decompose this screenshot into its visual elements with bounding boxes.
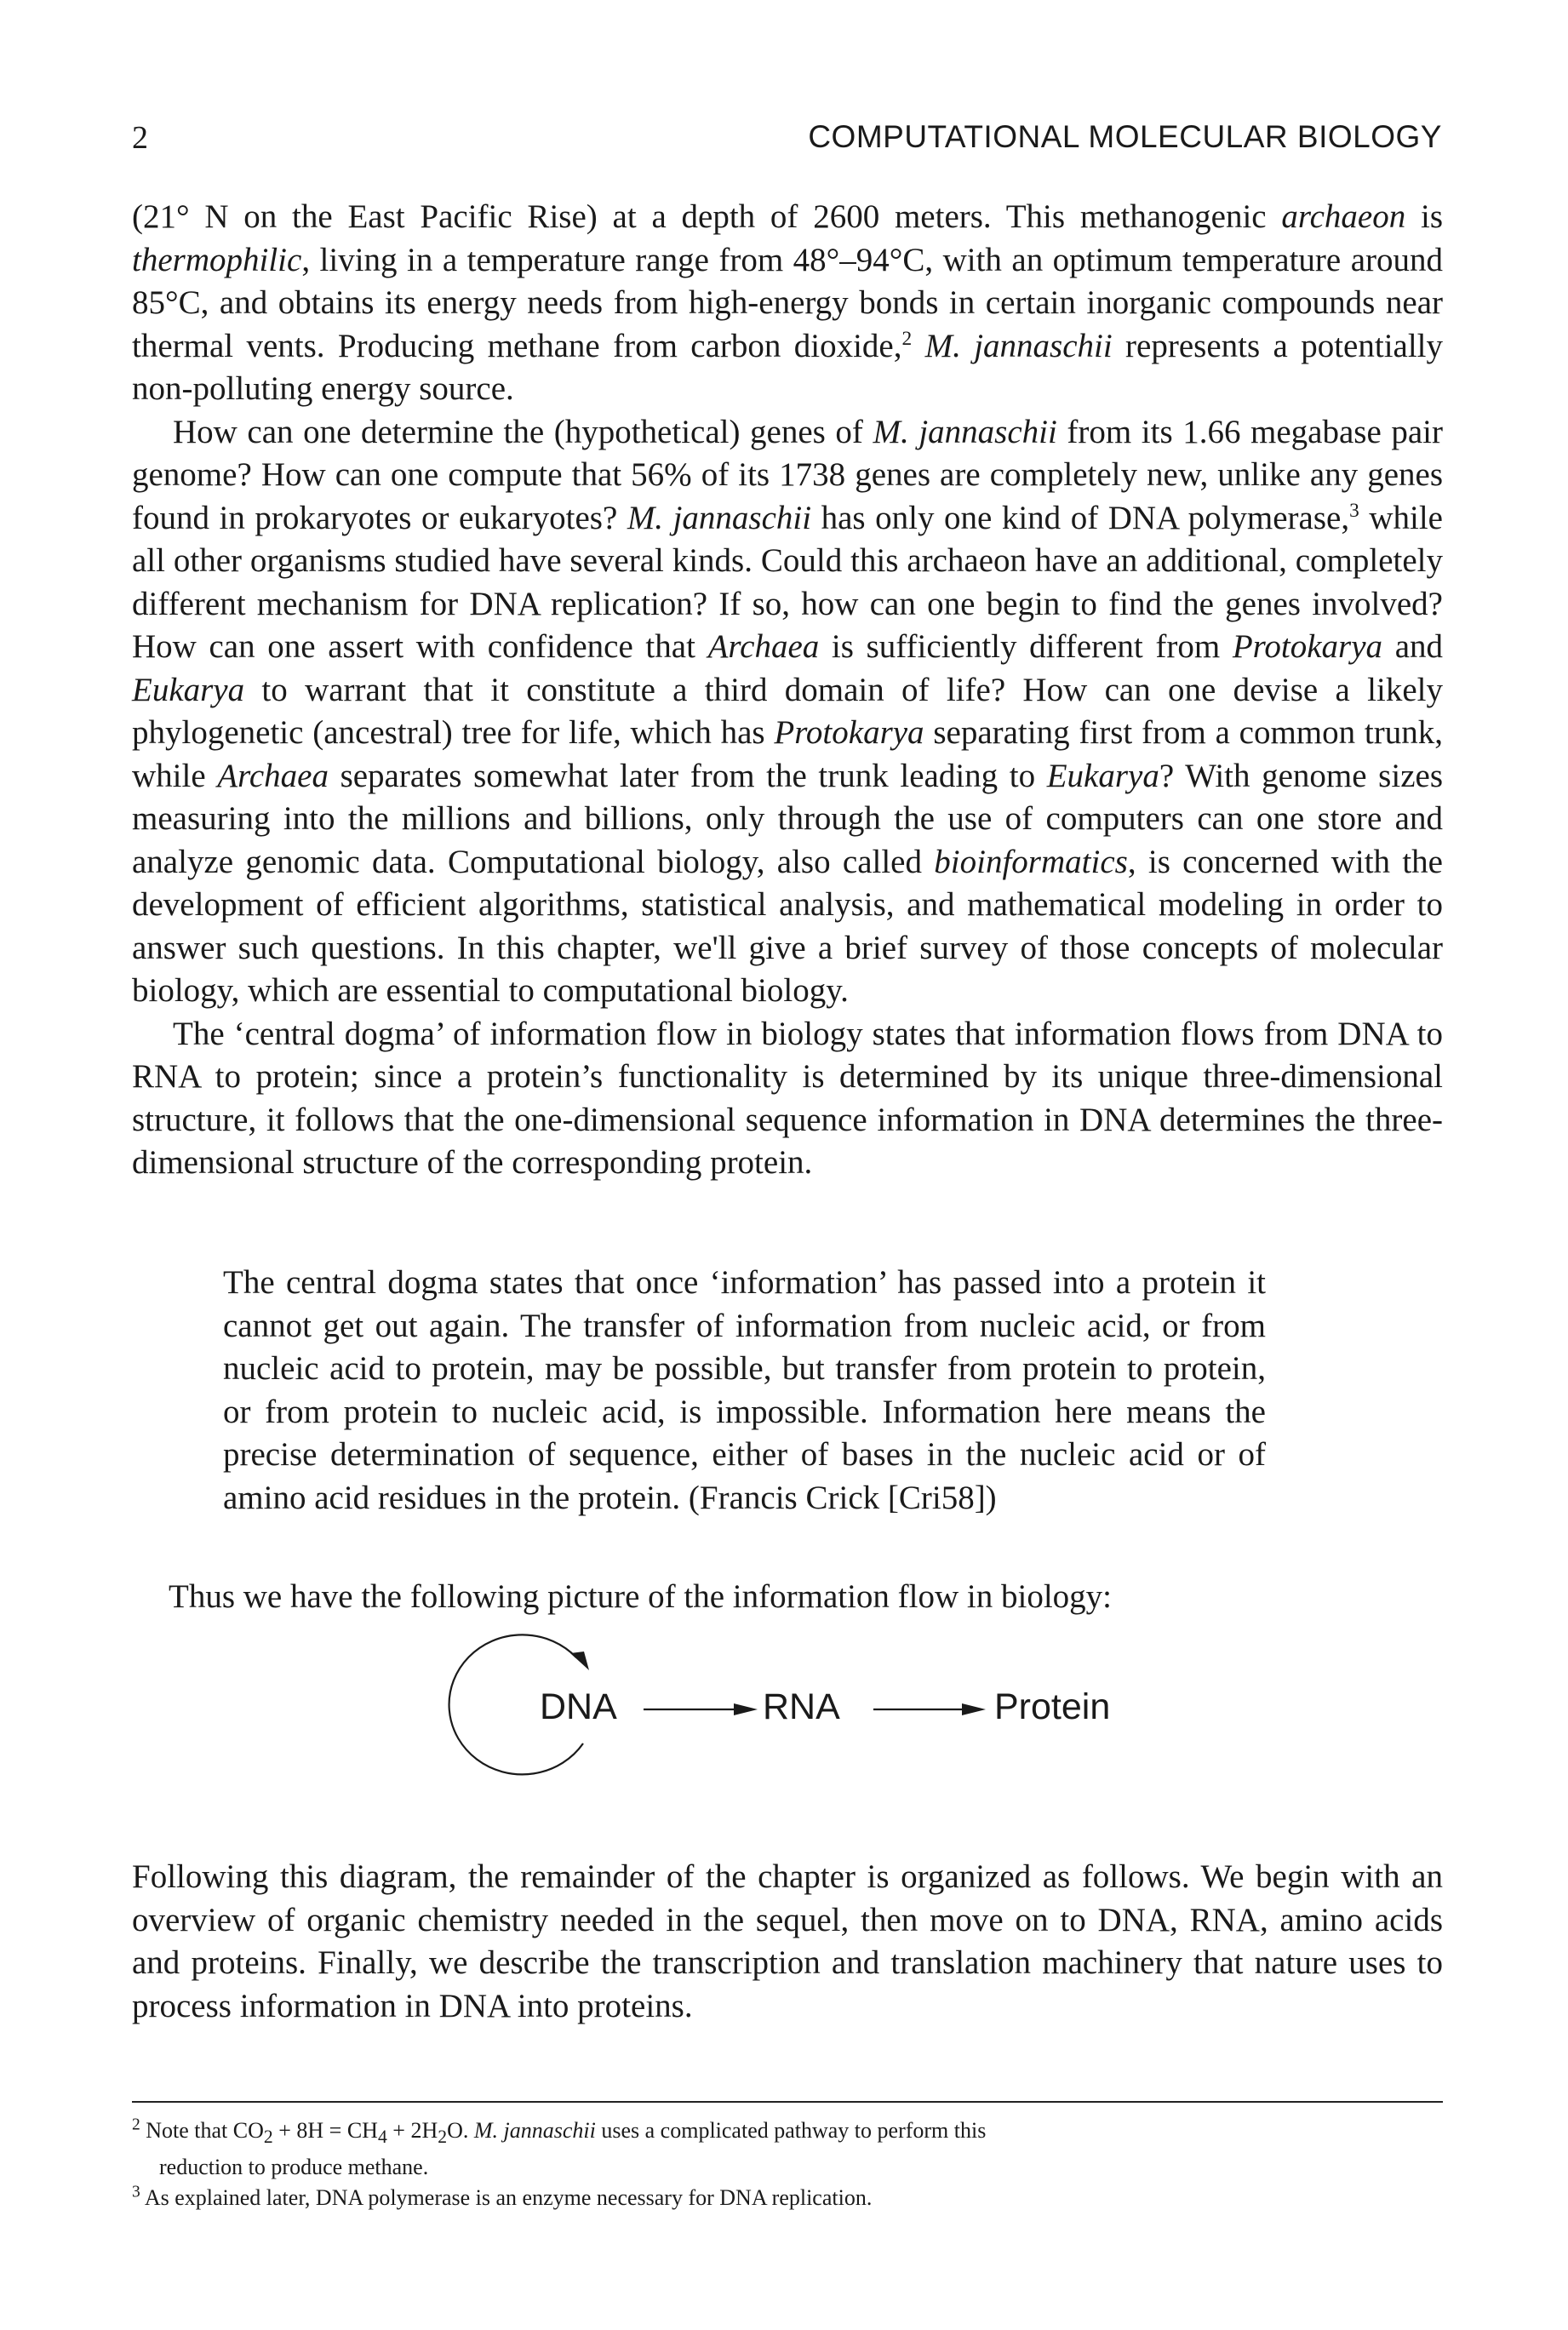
replication-arrowhead	[570, 1652, 589, 1670]
paragraph-4: Following this diagram, the remainder of the chapter is organized as follows. We begin with an overview of organic chemistry needed in the sequel, then move on to DNA, RNA, amino acids and proteins. Finally, we describe the transcription and translation machinery that nature uses to process information in DNA into proteins.	[132, 1858, 1443, 2024]
page-number: 2	[132, 120, 148, 156]
rna-to-protein-arrowhead	[962, 1703, 986, 1715]
running-title: COMPUTATIONAL MOLECULAR BIOLOGY	[808, 119, 1442, 154]
paragraph-3: The ‘central dogma’ of information flow in biology states that information flows from DNA to RNA to protein; since a protein’s functionality is determined by its unique three-dimensional structure, it follows that the one-dimensional sequence information in DNA determines the three-dimensional structure of the corresponding protein.	[132, 1015, 1443, 1181]
paragraph-1: (21° N on the East Pacific Rise) at a depth of 2600 meters. This methanogenic archaeon is thermophilic, living in a temperature range from 48°–94°C, with an optimum temperature around 85°C, and obtains its energy needs from high-energy bonds in certain inorganic compounds near thermal vents. Producing methane from carbon dioxide,$^2$ M. jannaschii represents a potentially non-polluting energy source.	[132, 198, 1444, 407]
rna-node: RNA	[763, 1686, 840, 1727]
footnote-2-continued: reduction to produce methane.	[159, 2155, 429, 2180]
diagram-lead-in: Thus we have the following picture of the information flow in biology:	[169, 1578, 1113, 1615]
quote-text: The central dogma states that once ‘information’ has passed into a protein it cannot get out again. The transfer of information from nucleic acid, or from nucleic acid to protein, may be possible, but transfer from protein to protein, or from protein to nucleic acid, is impossible. Information here means the precise determination of sequence, either of bases in the nucleic acid or of amino acid residues in the protein. (Francis Crick [Cri58])	[223, 1264, 1266, 1516]
footnote-ref-3[interactable]: 3	[1349, 499, 1359, 522]
footnote-3: $^3$ As explained later, DNA polymerase is an enzyme necessary for DNA replication.	[132, 2183, 873, 2211]
crick-quote	[223, 1262, 1266, 1520]
footnote-2: $^2$ Note that $CO_2 + 8H = CH_4 + 2H_2O$. M. jannaschii uses a complicated pathway to perform this	[132, 2115, 987, 2148]
page-header	[132, 119, 1442, 170]
main-text	[132, 196, 1443, 1185]
dna-node: DNA	[540, 1686, 617, 1727]
footnotes	[132, 2115, 1443, 2213]
protein-node: Protein	[994, 1686, 1111, 1727]
footnote-ref-2[interactable]: 2	[901, 327, 913, 350]
paragraph-2: How can one determine the (hypothetical) genes of M. jannaschii from its 1.66 megabase pair genome? How can one compute that 56% of its 1738 genes are completely new, unlike any genes found in prokaryotes or eukaryotes? M. jannaschii has only one kind of DNA polymerase,$^3$ while all other organisms studied have several kinds. Could this archaeon have an additional, completely different mechanism for DNA replication? If so, how can one begin to find the genes involved? How can one assert with confidence that Archaea is sufficiently different from Protokarya and Eukarya to warrant that it constitute a third domain of life? How can one devise a likely phylogenetic (ancestral) tree for life, which has Protokarya separating first from a common trunk, while Archaea separates somewhat later from the trunk leading to Eukarya? With genome sizes measuring into the millions and billions, only through the use of computers can one store and analyze genomic data. Computational biology, also called bioinformatics, is concerned with the development of efficient algorithms, statistical analysis, and mathematical modeling in order to answer such questions. In this chapter, we'll give a brief survey of those concepts of molecular biology, which are essential to computational biology.	[132, 413, 1444, 1009]
footnote-divider	[132, 2101, 1443, 2103]
closing-text	[132, 1856, 1443, 2028]
dna-to-rna-arrowhead	[734, 1703, 758, 1715]
central-dogma-diagram	[443, 1633, 1141, 1778]
